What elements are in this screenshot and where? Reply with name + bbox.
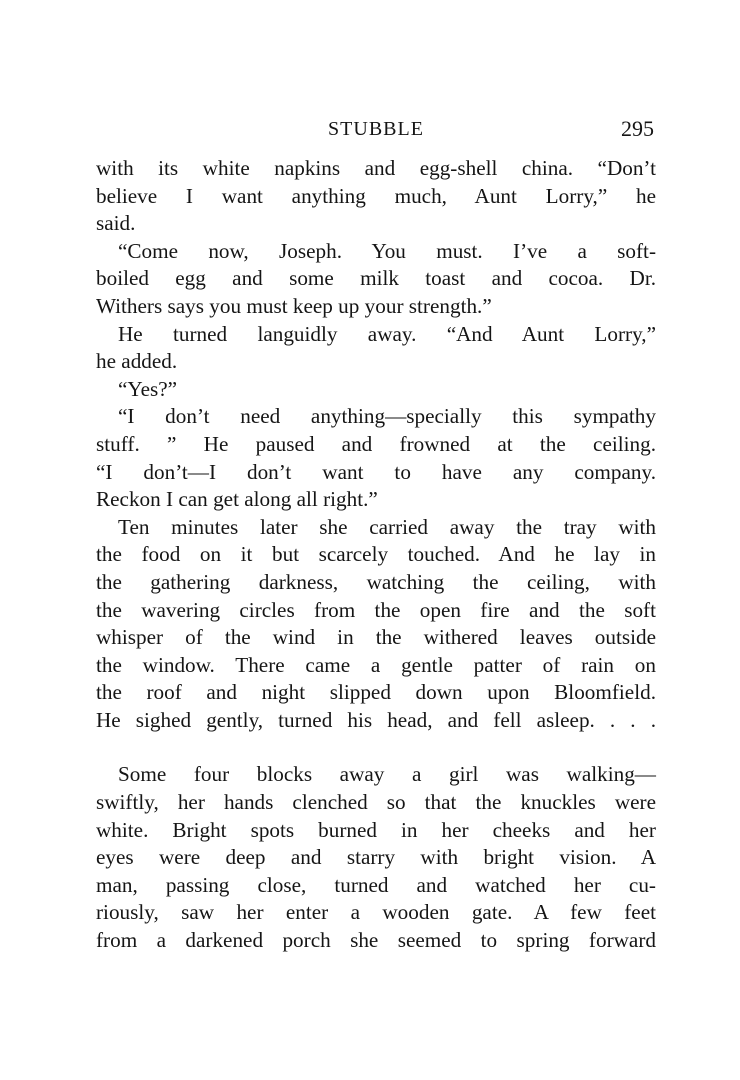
text-line: with its white napkins and egg-shell china. “Don’t (96, 156, 656, 180)
text-line: the food on it but scarcely touched. And he lay in (96, 542, 656, 567)
text-line: He sighed gently, turned his head, and fell asleep. . . . (96, 707, 656, 732)
page-number: 295 (621, 116, 654, 141)
text-line: whisper of the wind in the withered leaves outside (96, 625, 656, 650)
text-line: riously, saw her enter a wooden gate. A few feet (96, 900, 656, 925)
text-line: the roof and night slipped down upon Bloomfield. (96, 680, 656, 705)
text-line: “Yes?” (118, 376, 178, 401)
text-line: eyes were deep and starry with bright vision. A (96, 845, 656, 870)
text-line: the wavering circles from the open fire and the soft (96, 597, 656, 622)
text-line: Withers says you must keep up your strength.” (96, 293, 492, 318)
text-line: he added. (96, 349, 178, 374)
text-line: from a darkened porch she seemed to spring forward (96, 928, 656, 953)
text-line: believe I want anything much, Aunt Lorry,” he (96, 183, 656, 208)
text-line: said. (96, 211, 136, 236)
text-line: Some four blocks away a girl was walking— (118, 762, 656, 787)
text-line: “I don’t need anything—specially this sympathy (118, 404, 656, 429)
text-line: white. Bright spots burned in her cheeks and her (96, 817, 656, 842)
text-line: the gathering darkness, watching the ceiling, with (96, 569, 656, 594)
running-head (96, 114, 656, 144)
text-line: man, passing close, turned and watched her cu- (96, 872, 656, 897)
text-line: the window. There came a gentle patter of rain on (96, 652, 656, 677)
text-line: stuff. ” He paused and frowned at the ceiling. (96, 431, 656, 456)
running-title: STUBBLE (328, 118, 424, 140)
section-break (96, 734, 656, 761)
text-line: swiftly, her hands clenched so that the knuckles were (96, 790, 656, 815)
text-line: Ten minutes later she carried away the tray with (118, 514, 656, 539)
text-line: “I don’t—I don’t want to have any company. (96, 459, 656, 484)
body-text (96, 155, 656, 955)
text-line: “Come now, Joseph. You must. I’ve a soft- (118, 238, 656, 263)
text-line: He turned languidly away. “And Aunt Lorry,” (118, 321, 656, 346)
book-page (96, 0, 656, 1080)
text-line: Reckon I can get along all right.” (96, 487, 378, 512)
text-line: boiled egg and some milk toast and cocoa. Dr. (96, 266, 656, 291)
